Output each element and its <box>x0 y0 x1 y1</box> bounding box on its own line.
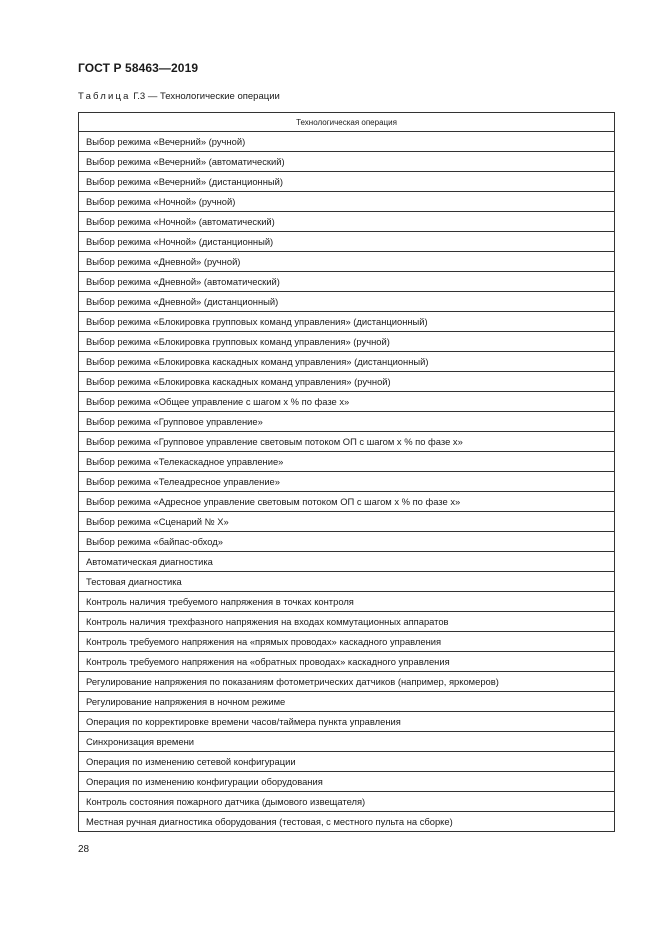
table-cell: Выбор режима «Общее управление с шагом x % по фазе x» <box>79 392 615 412</box>
table-cell: Автоматическая диагностика <box>79 552 615 572</box>
table-cell: Выбор режима «Ночной» (дистанционный) <box>79 232 615 252</box>
table-row <box>79 172 615 192</box>
table-row <box>79 812 615 832</box>
table-cell: Выбор режима «байпас-обход» <box>79 532 615 552</box>
table-cell: Регулирование напряжения по показаниям фотометрических датчиков (например, яркомеров) <box>79 672 615 692</box>
table-caption <box>78 91 280 102</box>
table-cell: Выбор режима «Ночной» (ручной) <box>79 192 615 212</box>
table-row <box>79 392 615 412</box>
table-cell: Местная ручная диагностика оборудования (тестовая, с местного пульта на сборке) <box>79 812 615 832</box>
table-cell: Выбор режима «Вечерний» (дистанционный) <box>79 172 615 192</box>
table-row <box>79 512 615 532</box>
table-row <box>79 352 615 372</box>
column-header-operation: Технологическая операция <box>79 113 615 132</box>
table-cell: Выбор режима «Телекаскадное управление» <box>79 452 615 472</box>
table-row <box>79 332 615 352</box>
table-caption-word: Таблица <box>78 91 131 102</box>
table-cell: Выбор режима «Групповое управление световым потоком ОП с шагом x % по фазе x» <box>79 432 615 452</box>
table-cell: Выбор режима «Блокировка каскадных команд управления» (дистанционный) <box>79 352 615 372</box>
table-cell: Выбор режима «Дневной» (автоматический) <box>79 272 615 292</box>
table-row <box>79 552 615 572</box>
table-cell: Операция по изменению сетевой конфигурации <box>79 752 615 772</box>
table-cell: Регулирование напряжения в ночном режиме <box>79 692 615 712</box>
table-cell: Тестовая диагностика <box>79 572 615 592</box>
table-row <box>79 292 615 312</box>
table-row <box>79 712 615 732</box>
table-cell: Контроль наличия трехфазного напряжения на входах коммутационных аппаратов <box>79 612 615 632</box>
table-header-row <box>79 113 615 132</box>
table-cell: Выбор режима «Групповое управление» <box>79 412 615 432</box>
table-row <box>79 632 615 652</box>
table-cell: Контроль требуемого напряжения на «обратных проводах» каскадного управления <box>79 652 615 672</box>
table-row <box>79 532 615 552</box>
table-row <box>79 412 615 432</box>
page-number: 28 <box>78 844 90 855</box>
table-cell: Синхронизация времени <box>79 732 615 752</box>
table-row <box>79 372 615 392</box>
table-cell: Выбор режима «Ночной» (автоматический) <box>79 212 615 232</box>
table-row <box>79 272 615 292</box>
table-row <box>79 472 615 492</box>
table-row <box>79 252 615 272</box>
table-body <box>79 132 615 832</box>
table-cell: Контроль состояния пожарного датчика (дымового извещателя) <box>79 792 615 812</box>
table-row <box>79 312 615 332</box>
table-row <box>79 772 615 792</box>
operations-table <box>78 112 615 832</box>
table-cell: Выбор режима «Блокировка групповых команд управления» (ручной) <box>79 332 615 352</box>
table-cell: Выбор режима «Телеадресное управление» <box>79 472 615 492</box>
table-row <box>79 492 615 512</box>
table-row <box>79 612 615 632</box>
document-header-code: ГОСТ Р 58463—2019 <box>78 61 199 75</box>
table-cell: Контроль наличия требуемого напряжения в точках контроля <box>79 592 615 612</box>
table-row <box>79 732 615 752</box>
table-cell: Контроль требуемого напряжения на «прямых проводах» каскадного управления <box>79 632 615 652</box>
table-cell: Выбор режима «Дневной» (дистанционный) <box>79 292 615 312</box>
table-row <box>79 152 615 172</box>
table-cell: Выбор режима «Вечерний» (ручной) <box>79 132 615 152</box>
table-cell: Операция по корректировке времени часов/таймера пункта управления <box>79 712 615 732</box>
table-cell: Выбор режима «Вечерний» (автоматический) <box>79 152 615 172</box>
table-row <box>79 452 615 472</box>
table-row <box>79 792 615 812</box>
table-row <box>79 232 615 252</box>
table-cell: Выбор режима «Дневной» (ручной) <box>79 252 615 272</box>
table-row <box>79 652 615 672</box>
table-row <box>79 192 615 212</box>
table-row <box>79 212 615 232</box>
table-row <box>79 432 615 452</box>
table-row <box>79 692 615 712</box>
table-row <box>79 752 615 772</box>
table-row <box>79 132 615 152</box>
table-cell: Выбор режима «Сценарий № X» <box>79 512 615 532</box>
table-caption-title: Г.3 — Технологические операции <box>130 91 280 102</box>
table-cell: Выбор режима «Адресное управление световым потоком ОП с шагом x % по фазе x» <box>79 492 615 512</box>
table-cell: Выбор режима «Блокировка групповых команд управления» (дистанционный) <box>79 312 615 332</box>
table-cell: Операция по изменению конфигурации оборудования <box>79 772 615 792</box>
table-row <box>79 572 615 592</box>
table-row <box>79 672 615 692</box>
table-cell: Выбор режима «Блокировка каскадных команд управления» (ручной) <box>79 372 615 392</box>
table-row <box>79 592 615 612</box>
